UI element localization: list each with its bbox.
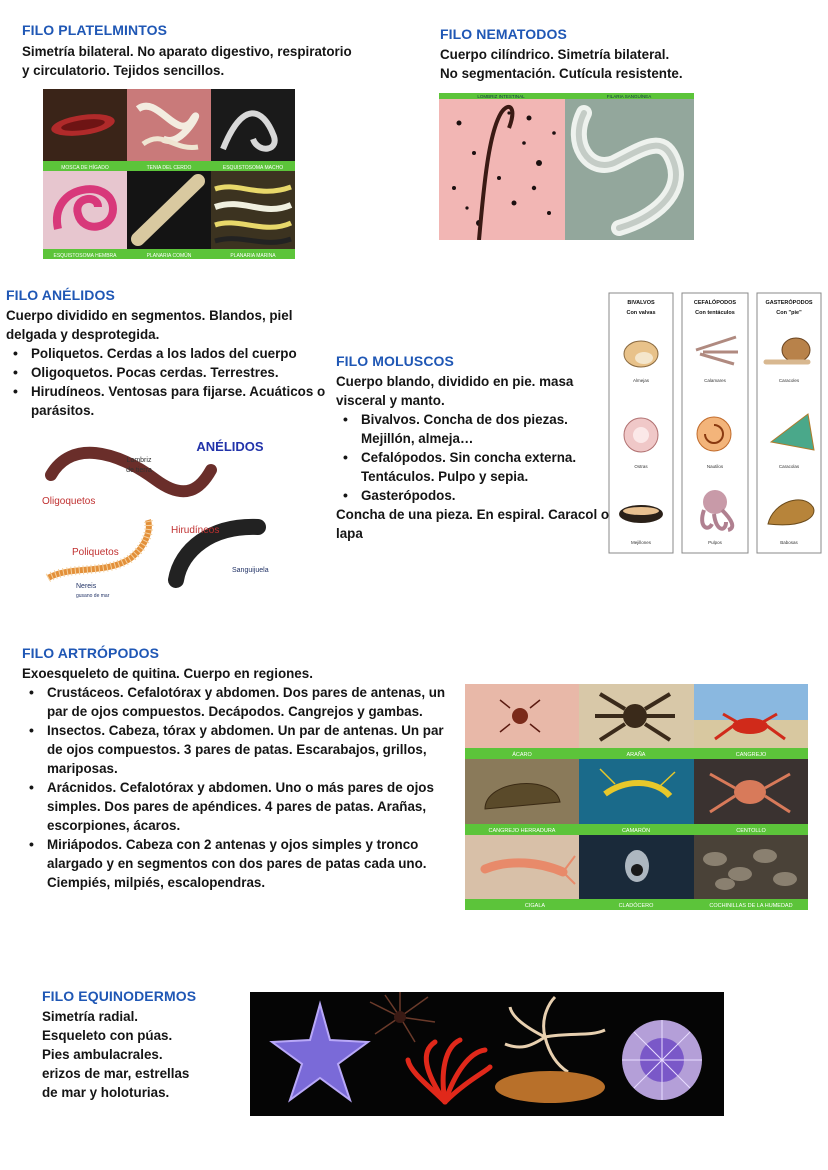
platelmintos-caption: ESQUISTOSOMA HEMBRA xyxy=(53,253,117,259)
nematodos-image xyxy=(439,93,694,240)
anelidos-figure-heading: ANÉLIDOS xyxy=(196,439,264,454)
artropodos-list-item: • Arácnidos. Cefalotórax y abdomen. Uno o más pares de ojos simples. Dos pares de apéndices. 4 pares de patas. Arañas, escorpiones, ácaros. xyxy=(22,778,462,835)
anelidos-label-oligoquetos: Oligoquetos xyxy=(42,496,96,507)
moluscos-list-item: • Bivalvos. Concha de dos piezas. Mejillón, almeja… xyxy=(336,410,614,448)
moluscos-col-title: BIVALVOS xyxy=(627,300,655,306)
moluscos-label: Babosas xyxy=(780,540,798,545)
equinodermos-image xyxy=(250,992,724,1116)
moluscos-label: Pulpos xyxy=(708,540,722,545)
anelidos-label-sanguijuela: Sanguijuela xyxy=(232,567,269,574)
equinodermos-text xyxy=(42,1007,242,1102)
artropodos-list xyxy=(22,683,462,892)
platelmintos-caption: MOSCA DE HÍGADO xyxy=(61,165,109,171)
anelidos-title: FILO ANÉLIDOS xyxy=(6,287,115,303)
moluscos-chart xyxy=(608,292,822,554)
moluscos-list xyxy=(336,410,614,505)
moluscos-col-title: CEFALÓPODOS xyxy=(693,300,737,306)
moluscos-title: FILO MOLUSCOS xyxy=(336,353,454,369)
anelidos-list-item: • Hirudíneos. Ventosas para fijarse. Acuáticos o parásitos. xyxy=(6,382,336,420)
nematodos-title: FILO NEMATODOS xyxy=(440,26,567,42)
anelidos-list-item: • Oligoquetos. Pocas cerdas. Terrestres. xyxy=(6,363,336,382)
moluscos-list-item: • Gasterópodos. xyxy=(336,486,614,505)
moluscos-label: Mejillones xyxy=(630,540,652,545)
anelidos-list xyxy=(6,344,336,420)
artropodos-image xyxy=(465,684,808,910)
anelidos-label-lombriz: Lombriz xyxy=(126,457,152,464)
moluscos-label: Caracolas xyxy=(778,464,800,469)
platelmintos-caption: TENIA DEL CERDO xyxy=(146,165,192,171)
moluscos-label: Caracoles xyxy=(778,378,800,383)
moluscos-description: Cuerpo blando, dividido en pie. masa visceral y manto. xyxy=(336,374,574,408)
artropodos-caption: CENTOLLO xyxy=(736,828,766,834)
anelidos-text xyxy=(6,306,336,420)
anelidos-figure xyxy=(36,430,276,602)
equinodermos-line: de mar y holoturias. xyxy=(42,1085,170,1100)
platelmintos-title: FILO PLATELMINTOS xyxy=(22,22,168,38)
moluscos-col-title: GASTERÓPODOS xyxy=(765,300,813,306)
moluscos-label: Nautilos xyxy=(706,464,724,469)
moluscos-label: Calamares xyxy=(704,378,726,383)
equinodermos-line: Esqueleto con púas. xyxy=(42,1028,173,1043)
moluscos-list-item: • Cefalópodos. Sin concha externa. Tentáculos. Pulpo y sepia. xyxy=(336,448,614,486)
artropodos-caption: ÁCARO xyxy=(512,752,532,758)
anelidos-label-nereis: Nereis xyxy=(76,583,97,590)
moluscos-text xyxy=(336,372,614,543)
anelidos-label-hirudineos: Hirudíneos xyxy=(171,525,220,536)
artropodos-list-item: • Crustáceos. Cefalotórax y abdomen. Dos pares de antenas, un par de ojos compuestos. Decápodos. Cangrejos y gambas. xyxy=(22,683,462,721)
moluscos-extra: Concha de una pieza. En espiral. Caracol o lapa xyxy=(336,507,610,541)
nematodos-desc-line: Cuerpo cilíndrico. Simetría bilateral. xyxy=(440,47,670,62)
moluscos-col-subtitle: Con tentáculos xyxy=(695,310,735,316)
moluscos-label: Almejas xyxy=(632,378,650,383)
artropodos-caption: COCHINILLAS DE LA HUMEDAD xyxy=(709,903,793,909)
equinodermos-line: Pies ambulacrales. xyxy=(42,1047,163,1062)
anelidos-label-nereis-sub: gusano de mar xyxy=(76,593,110,599)
platelmintos-caption: ESQUISTOSOMA MACHO xyxy=(222,165,284,171)
platelmintos-description: Simetría bilateral. No aparato digestivo, respiratorio y circulatorio. Tejidos sencillos. xyxy=(22,44,352,78)
anelidos-label-lombriz: de tierra xyxy=(126,467,152,474)
artropodos-list-item: • Miriápodos. Cabeza con 2 antenas y ojos simples y tronco alargado y en segmentos con dos pares de patas cada uno. Ciempiés, milpiés, escalopendras. xyxy=(22,835,462,892)
anelidos-label-poliquetos: Poliquetos xyxy=(72,547,119,558)
artropodos-title: FILO ARTRÓPODOS xyxy=(22,645,160,661)
anelidos-list-item: • Poliquetos. Cerdas a los lados del cuerpo xyxy=(6,344,336,363)
artropodos-list-item: • Insectos. Cabeza, tórax y abdomen. Un par de antenas. Un par de ojos compuestos. 3 pares de patas. Escarabajos, grillos, mariposas. xyxy=(22,721,462,778)
platelmintos-image xyxy=(43,89,295,259)
equinodermos-line: erizos de mar, estrellas xyxy=(42,1066,190,1081)
moluscos-col-subtitle: Con "pie" xyxy=(776,310,802,316)
equinodermos-title: FILO EQUINODERMOS xyxy=(42,988,197,1004)
nematodos-caption: FILARIA SANGUÍNEA xyxy=(606,94,652,99)
moluscos-label: Ostras xyxy=(634,464,648,469)
equinodermos-line: Simetría radial. xyxy=(42,1009,139,1024)
platelmintos-caption: PLANARIA COMÚN xyxy=(146,253,192,259)
artropodos-caption: ARAÑA xyxy=(626,752,646,758)
artropodos-caption: CLADÓCERO xyxy=(618,903,654,909)
nematodos-description xyxy=(440,45,770,83)
artropodos-description: Exoesqueleto de quitina. Cuerpo en regiones. xyxy=(22,666,313,681)
nematodos-caption: LOMBRIZ INTESTINAL xyxy=(477,94,525,99)
artropodos-caption: CAMARÓN xyxy=(621,828,651,834)
artropodos-caption: CIGALA xyxy=(524,903,546,909)
platelmintos-caption: PLANARIA MARINA xyxy=(230,253,276,259)
artropodos-text xyxy=(22,664,462,892)
artropodos-caption: CANGREJO xyxy=(735,752,767,758)
moluscos-col-subtitle: Con valvas xyxy=(626,310,656,316)
nematodos-desc-line: No segmentación. Cutícula resistente. xyxy=(440,66,683,81)
artropodos-caption: CANGREJO HERRADURA xyxy=(488,828,556,834)
anelidos-description: Cuerpo dividido en segmentos. Blandos, piel delgada y desprotegida. xyxy=(6,308,293,342)
